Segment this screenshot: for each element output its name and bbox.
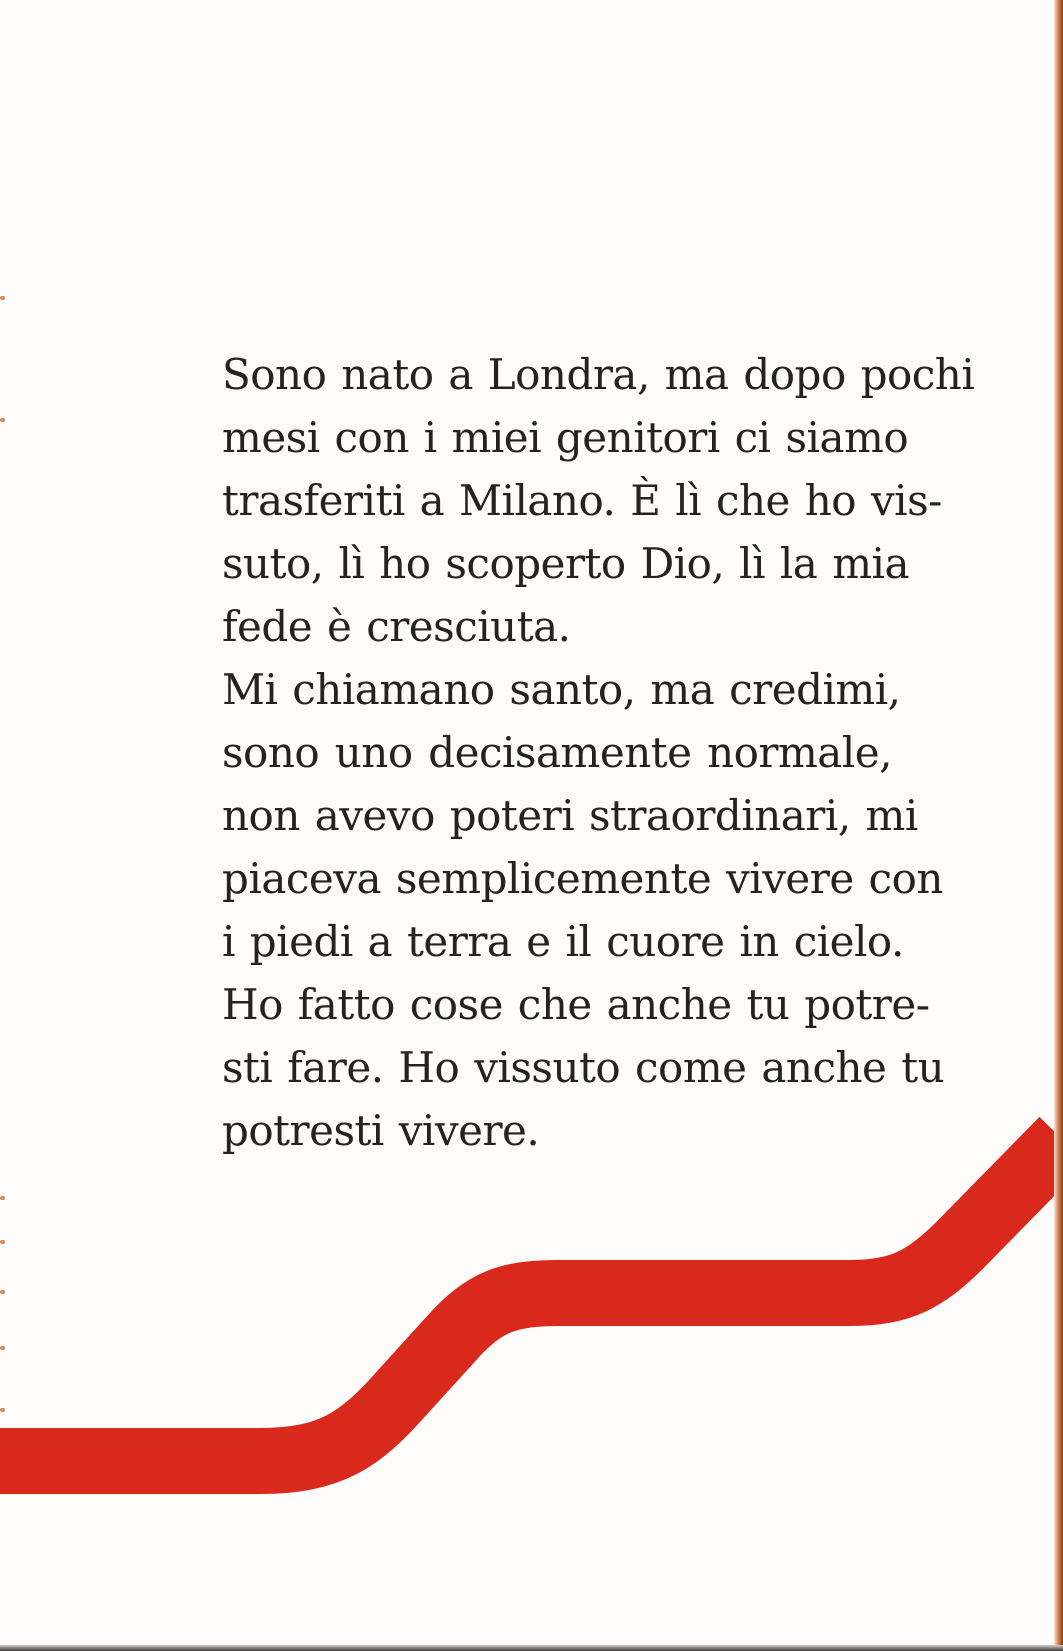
- text-line: fede è cresciuta.: [222, 602, 571, 651]
- body-text: [222, 343, 975, 1162]
- text-line: mesi con i miei genitori ci siamo: [222, 413, 909, 462]
- text-line: non avevo poteri straordinari, mi: [222, 791, 918, 840]
- text-line: sti fare. Ho vissuto come anche tu: [222, 1043, 945, 1092]
- text-line: piaceva semplicemente vivere con: [222, 854, 943, 903]
- text-line: potresti vivere.: [222, 1106, 540, 1155]
- text-line: Mi chiamano santo, ma credimi,: [222, 665, 901, 714]
- page-edge-right: [1054, 0, 1063, 1651]
- text-line: Sono nato a Londra, ma dopo pochi: [222, 350, 975, 399]
- text-line: trasferiti a Milano. È lì che ho vis-: [222, 476, 942, 525]
- text-line: suto, lì ho scoperto Dio, lì la mia: [222, 539, 909, 588]
- text-line: sono uno decisamente normale,: [222, 728, 892, 777]
- page-edge-bottom: [0, 1645, 1063, 1651]
- text-line: i piedi a terra e il cuore in cielo.: [222, 917, 904, 966]
- text-line: Ho fatto cose che anche tu potre-: [222, 980, 930, 1029]
- red-ribbon-path: [0, 1140, 1063, 1461]
